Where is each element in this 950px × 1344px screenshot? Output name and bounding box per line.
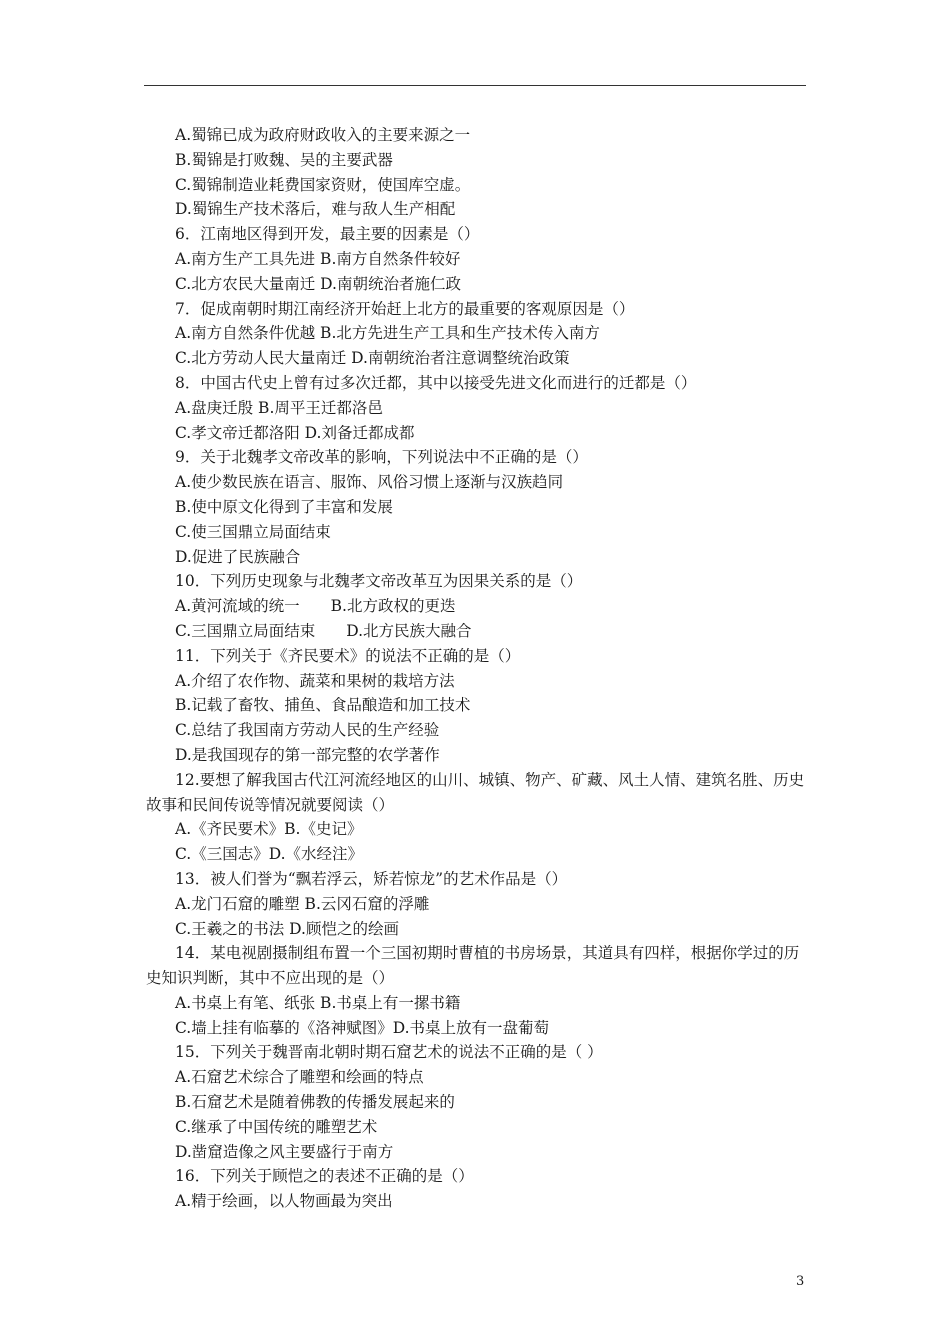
option-line: B.使中原文化得到了丰富和发展 [175, 497, 393, 516]
question-line: 14．某电视剧摄制组布置一个三国初期时曹植的书房场景，其道具有四样，根据你学过的历史知识判断，其中不应出现的是（） [146, 944, 800, 988]
option-line: C.继承了中国传统的雕塑艺术 [175, 1117, 378, 1136]
option-line: A.使少数民族在语言、服饰、风俗习惯上逐渐与汉族趋同 [175, 473, 564, 492]
question-line: 9．关于北魏孝文帝改革的影响，下列说法中不正确的是（） [175, 448, 588, 467]
option-line: C.北方劳动人民大量南迁 D.南朝统治者注意调整统治政策 [175, 349, 570, 368]
option-line: B.记载了畜牧、捕鱼、食品酿造和加工技术 [175, 696, 471, 715]
question-line: 10．下列历史现象与北魏孝文帝改革互为因果关系的是（） [175, 572, 583, 591]
question-line: 16．下列关于顾恺之的表述不正确的是（） [175, 1167, 474, 1186]
option-line: C.总结了我国南方劳动人民的生产经验 [175, 721, 440, 740]
option-line: C.《三国志》D.《水经注》 [175, 845, 364, 864]
option-line: C.孝文帝迁都洛阳 D.刘备迁都成都 [175, 423, 415, 442]
option-line: A.精于绘画，以人物画最为突出 [175, 1192, 393, 1211]
question-line: 8．中国古代史上曾有过多次迁都，其中以接受先进文化而进行的迁都是（） [175, 373, 697, 392]
option-line: C.三国鼎立局面结束 D.北方民族大融合 [175, 621, 472, 640]
option-line: B.石窟艺术是随着佛教的传播发展起来的 [175, 1093, 455, 1112]
option-line: D.蜀锦生产技术落后，难与敌人生产相配 [175, 200, 456, 219]
option-line: D.促进了民族融合 [175, 547, 301, 566]
option-line: A.蜀锦已成为政府财政收入的主要来源之一 [175, 126, 471, 144]
question-line: 13．被人们誉为“飘若浮云，矫若惊龙”的艺术作品是（） [175, 869, 568, 888]
option-line: A.《齐民要术》B.《史记》 [175, 820, 363, 839]
question-line: 11．下列关于《齐民要术》的说法不正确的是（） [175, 646, 521, 665]
option-line: A.南方生产工具先进 B.南方自然条件较好 [175, 249, 461, 268]
option-line: A.盘庚迁殷 B.周平王迁都洛邑 [175, 398, 383, 417]
option-line: C.墙上挂有临摹的《洛神赋图》D.书桌上放有一盘葡萄 [175, 1018, 550, 1037]
page-number: 3 [796, 1274, 805, 1289]
option-line: D.凿窟造像之风主要盛行于南方 [175, 1142, 394, 1161]
question-line: 12.要想了解我国古代江河流经地区的山川、城镇、物产、矿藏、风土人情、建筑名胜、历史故事和民间传说等情况就要阅读（） [146, 770, 805, 814]
option-line: B.蜀锦是打败魏、吴的主要武器 [175, 150, 393, 169]
option-line: A.介绍了农作物、蔬菜和果树的栽培方法 [175, 671, 455, 690]
option-line: A.龙门石窟的雕塑 B.云冈石窟的浮雕 [175, 894, 430, 913]
header-rule [144, 85, 806, 86]
option-line: A.南方自然条件优越 B.北方先进生产工具和生产技术传入南方 [175, 324, 600, 343]
question-line: 7．促成南朝时期江南经济开始赶上北方的最重要的客观原因是（） [175, 299, 635, 318]
option-line: A.黄河流域的统一 B.北方政权的更迭 [175, 597, 456, 616]
option-line: C.蜀锦制造业耗费国家资财，使国库空虚。 [175, 175, 471, 194]
option-line: A.书桌上有笔、纸张 B.书桌上有一摞书籍 [175, 993, 461, 1012]
option-line: D.是我国现存的第一部完整的农学著作 [175, 745, 440, 764]
document-body [146, 123, 808, 1214]
option-line: C.北方农民大量南迁 D.南朝统治者施仁政 [175, 274, 461, 293]
option-line: A.石窟艺术综合了雕塑和绘画的特点 [175, 1068, 424, 1087]
question-line: 15．下列关于魏晋南北朝时期石窟艺术的说法不正确的是（ ） [175, 1043, 603, 1062]
question-line: 6．江南地区得到开发，最主要的因素是（） [175, 225, 480, 244]
option-line: C.王羲之的书法 D.顾恺之的绘画 [175, 919, 399, 938]
option-line: C.使三国鼎立局面结束 [175, 522, 331, 541]
